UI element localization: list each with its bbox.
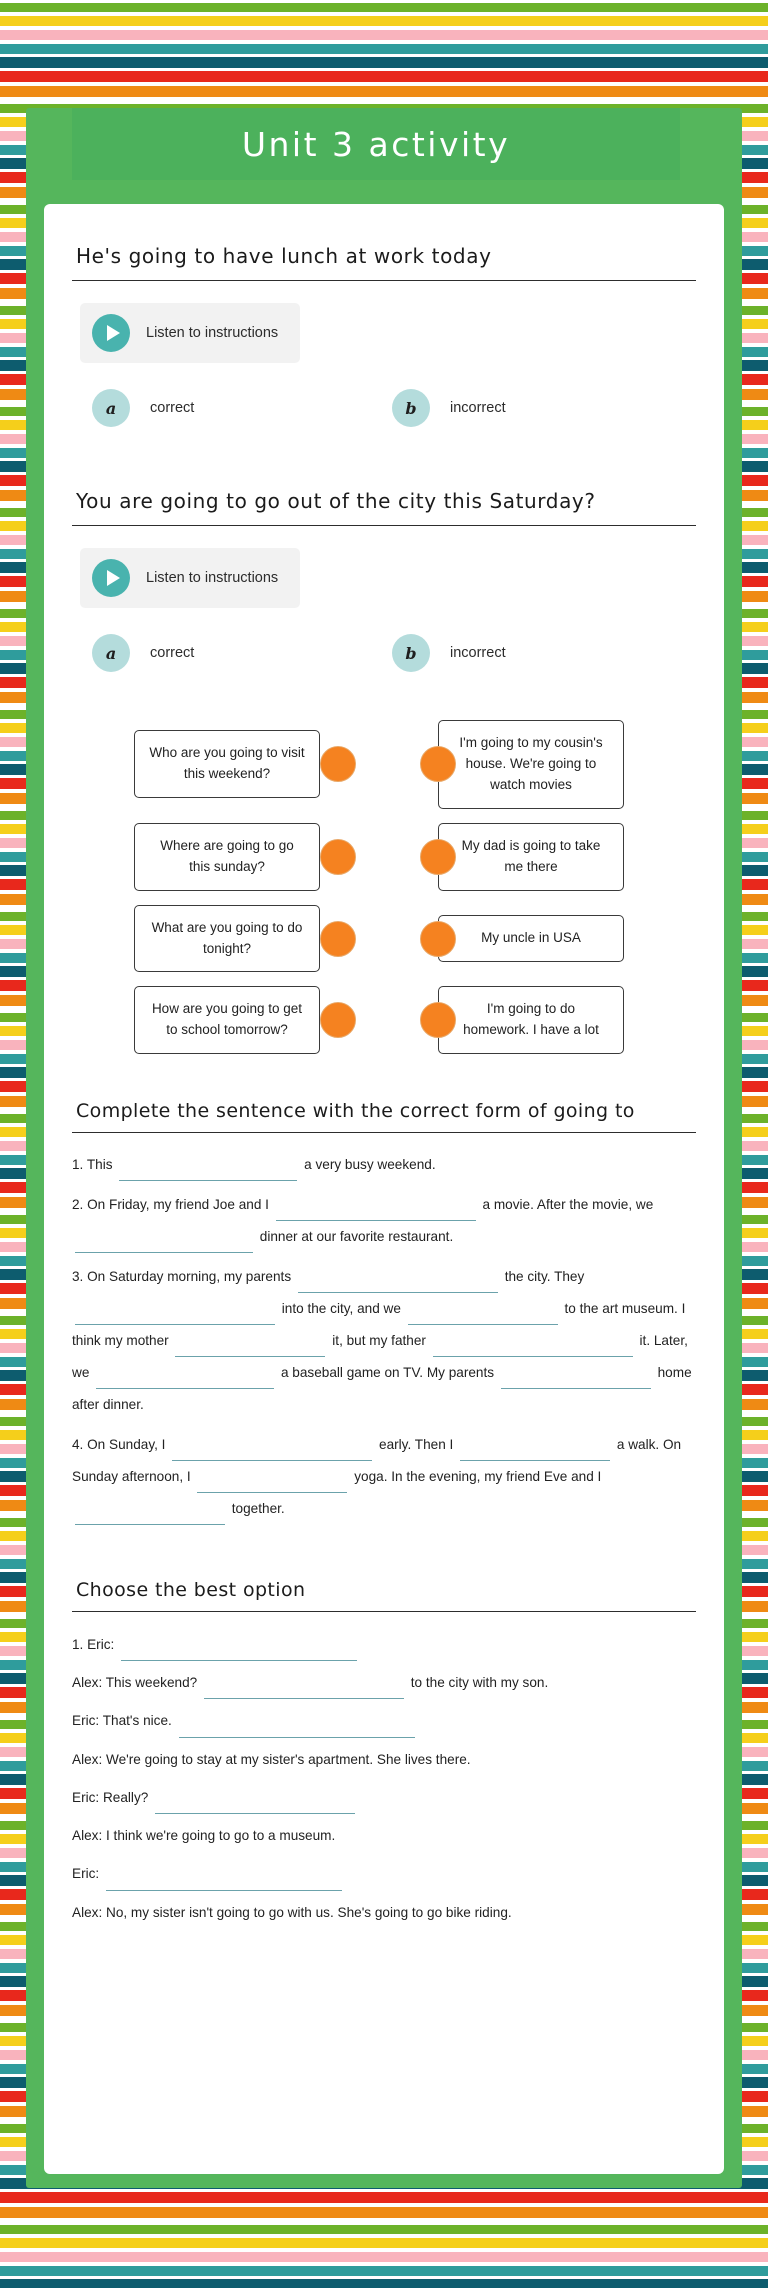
match-side-left [134, 720, 390, 809]
dialogue-speaker: Alex: I think we're going to go to a museum. [72, 1828, 336, 1844]
blank-input[interactable] [460, 1440, 610, 1461]
dialogue-line [72, 1819, 696, 1852]
match-row [72, 986, 696, 1054]
fill-text: it, but my father [332, 1332, 426, 1348]
blank-input[interactable] [204, 1678, 404, 1699]
dialogue-speaker: Alex: No, my sister isn't going to go with us. She's going to go bike riding. [72, 1904, 512, 1920]
listen-button-2[interactable] [80, 548, 300, 608]
dialogue-line [72, 1857, 696, 1890]
dialogue-speaker: 1. Eric: [72, 1636, 115, 1652]
match-side-right [402, 823, 658, 891]
match-row [72, 905, 696, 973]
option-a-2[interactable] [92, 634, 392, 672]
option-letter-circle-b[interactable]: b [392, 634, 430, 672]
match-dot-left[interactable] [320, 746, 356, 782]
dialogue-line [72, 1628, 696, 1661]
blank-input[interactable] [75, 1304, 275, 1325]
match-dot-right[interactable] [420, 839, 456, 875]
match-box-right[interactable]: I'm going to do homework. I have a lot [438, 986, 624, 1054]
option-label-a-2: correct [150, 645, 195, 661]
blank-input[interactable] [119, 1160, 297, 1181]
fill-text: Later, we [72, 1332, 688, 1380]
fill-text: a walk. On Sunday afternoon, I [72, 1436, 682, 1484]
match-row [72, 823, 696, 891]
option-letter-circle-a[interactable]: a [92, 634, 130, 672]
complete-section-body [72, 1149, 696, 1524]
listen-label-2: Listen to instructions [146, 570, 279, 586]
match-side-left [134, 905, 390, 973]
dialogue-line [72, 1896, 696, 1929]
fill-text: They [554, 1269, 585, 1285]
fill-text: a baseball game on TV. My parents [280, 1364, 495, 1380]
fill-text: yoga. In the evening, my friend Eve and I [354, 1468, 602, 1484]
option-label-b-2: incorrect [450, 645, 506, 661]
question-block-1 [72, 234, 696, 433]
question-prompt-1: He's going to have lunch at work today [72, 234, 696, 281]
fill-text: a movie. After [482, 1197, 566, 1213]
match-dot-left[interactable] [320, 921, 356, 957]
blank-input[interactable] [276, 1200, 476, 1221]
dialogue-line [72, 1666, 696, 1699]
dialogue-line [72, 1743, 696, 1776]
fill-text: 2. On Friday, my friend Joe and I [72, 1197, 269, 1213]
blank-input[interactable] [155, 1793, 355, 1814]
fill-text: into the city, and we [281, 1301, 401, 1317]
match-dot-right[interactable] [420, 921, 456, 957]
fill-text: 4. On Sunday, I [72, 1436, 166, 1452]
question-block-2 [72, 479, 696, 678]
match-row [72, 720, 696, 809]
blank-input[interactable] [501, 1368, 651, 1389]
page-title: Unit 3 activity [241, 124, 511, 164]
fill-text: 1. This [72, 1157, 113, 1173]
dialogue-speaker: Eric: Really? [72, 1789, 149, 1805]
match-dot-left[interactable] [320, 839, 356, 875]
blank-input[interactable] [175, 1336, 325, 1357]
blank-input[interactable] [197, 1472, 347, 1493]
options-row-1 [72, 389, 696, 433]
title-banner [72, 108, 680, 180]
match-side-left [134, 823, 390, 891]
match-box-left[interactable]: Where are going to go this sunday? [134, 823, 320, 891]
match-box-left[interactable]: What are you going to do tonight? [134, 905, 320, 973]
match-box-right[interactable]: I'm going to my cousin's house. We're going to watch movies [438, 720, 624, 809]
fill-text: dinner at our favorite restaurant. [259, 1229, 454, 1245]
option-b-1[interactable] [392, 389, 506, 427]
blank-input[interactable] [96, 1368, 274, 1389]
match-side-right [402, 905, 658, 973]
options-row-2 [72, 634, 696, 678]
play-icon[interactable] [92, 559, 130, 597]
blank-input[interactable] [172, 1440, 372, 1461]
blank-input[interactable] [121, 1640, 357, 1661]
dialogue-speaker: Eric: [72, 1866, 100, 1882]
match-box-right[interactable]: My uncle in USA [438, 915, 624, 962]
fill-item-2 [72, 1189, 696, 1253]
play-icon[interactable] [92, 314, 130, 352]
question-prompt-2: You are going to go out of the city this Saturday? [72, 479, 696, 526]
fill-item-4 [72, 1429, 696, 1525]
fill-text: the city. [504, 1269, 551, 1285]
fill-text: together. [231, 1500, 285, 1516]
option-letter-circle-b[interactable]: b [392, 389, 430, 427]
option-b-2[interactable] [392, 634, 506, 672]
dialogue-line [72, 1781, 696, 1814]
complete-section-heading: Complete the sentence with the correct form of going to [72, 1094, 696, 1133]
fill-text: early. Then I [379, 1436, 454, 1452]
blank-input[interactable] [75, 1232, 253, 1253]
match-side-left [134, 986, 390, 1054]
blank-input[interactable] [179, 1717, 415, 1738]
fill-text: a very busy weekend. [304, 1157, 436, 1173]
choose-section-heading: Choose the best option [72, 1573, 696, 1612]
choose-section-body [72, 1628, 696, 1929]
match-box-left[interactable]: How are you going to get to school tomorrow? [134, 986, 320, 1054]
blank-input[interactable] [106, 1870, 342, 1891]
fill-item-3 [72, 1261, 696, 1421]
match-side-right [402, 720, 658, 809]
blank-input[interactable] [75, 1504, 225, 1525]
fill-text: home after dinner. [72, 1364, 692, 1412]
match-dot-left[interactable] [320, 1002, 356, 1038]
fill-text: the movie, we [569, 1197, 654, 1213]
fill-item-1 [72, 1149, 696, 1181]
dialogue-line [72, 1704, 696, 1737]
option-label-b-1: incorrect [450, 400, 506, 416]
listen-label-1: Listen to instructions [146, 325, 279, 341]
matching-exercise [72, 720, 696, 1054]
dialogue-text: to the city with my son. [410, 1674, 549, 1690]
fill-text: 3. On Saturday morning, my parents [72, 1269, 292, 1285]
option-label-a-1: correct [150, 400, 195, 416]
fill-text: to the art museum. I think my mother [72, 1301, 686, 1348]
blank-input[interactable] [408, 1304, 558, 1325]
dialogue-speaker: Alex: We're going to stay at my sister's apartment. She lives there. [72, 1751, 471, 1767]
worksheet-sheet [44, 204, 724, 2174]
dialogue-speaker: Eric: That's nice. [72, 1713, 172, 1729]
blank-input[interactable] [433, 1336, 633, 1357]
option-letter-circle-a[interactable]: a [92, 389, 130, 427]
option-a-1[interactable] [92, 389, 392, 427]
dialogue-speaker: Alex: This weekend? [72, 1674, 198, 1690]
listen-button-1[interactable] [80, 303, 300, 363]
fill-text: it. [639, 1332, 651, 1348]
match-box-left[interactable]: Who are you going to visit this weekend? [134, 730, 320, 798]
blank-input[interactable] [298, 1272, 498, 1293]
match-box-right[interactable]: My dad is going to take me there [438, 823, 624, 891]
match-side-right [402, 986, 658, 1054]
